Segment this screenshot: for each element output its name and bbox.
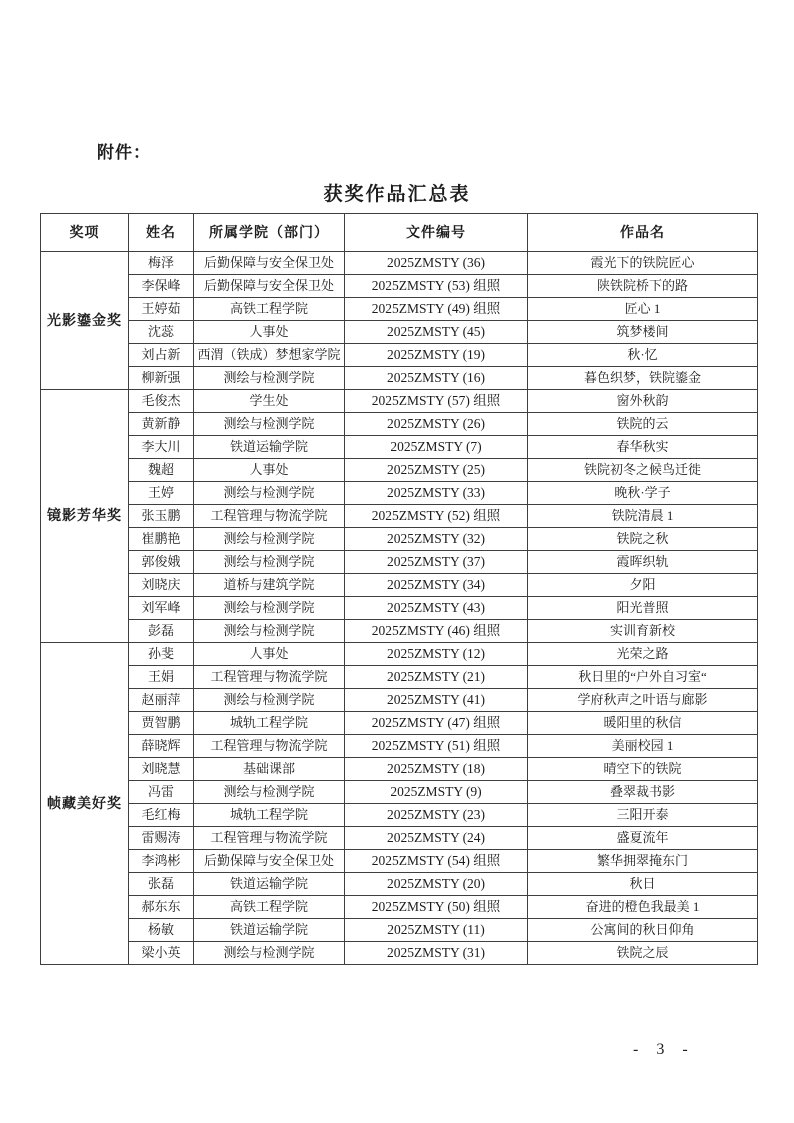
file-number-cell: 2025ZMSTY (45) (345, 321, 528, 344)
department-cell: 西渭（铁成）梦想家学院 (194, 344, 345, 367)
work-name-cell: 三阳开泰 (528, 804, 758, 827)
awards-table (40, 213, 758, 965)
table-row (41, 620, 758, 643)
work-name-cell: 暖阳里的秋信 (528, 712, 758, 735)
table-row (41, 344, 758, 367)
name-cell: 毛红梅 (129, 804, 194, 827)
table-row (41, 597, 758, 620)
work-name-cell: 秋日里的“户外自习室“ (528, 666, 758, 689)
department-cell: 高铁工程学院 (194, 896, 345, 919)
name-cell: 张磊 (129, 873, 194, 896)
name-cell: 杨敏 (129, 919, 194, 942)
table-row (41, 827, 758, 850)
department-cell: 人事处 (194, 643, 345, 666)
work-name-cell: 晚秋·学子 (528, 482, 758, 505)
table-row (41, 551, 758, 574)
department-cell: 铁道运输学院 (194, 436, 345, 459)
file-number-cell: 2025ZMSTY (11) (345, 919, 528, 942)
col-header-work-name: 作品名 (528, 214, 758, 252)
table-row (41, 804, 758, 827)
work-name-cell: 铁院的云 (528, 413, 758, 436)
file-number-cell: 2025ZMSTY (16) (345, 367, 528, 390)
work-name-cell: 盛夏流年 (528, 827, 758, 850)
work-name-cell: 实训育新校 (528, 620, 758, 643)
file-number-cell: 2025ZMSTY (49) 组照 (345, 298, 528, 321)
table-row (41, 367, 758, 390)
table-row (41, 390, 758, 413)
work-name-cell: 繁华拥翠掩东门 (528, 850, 758, 873)
work-name-cell: 陕铁院桥下的路 (528, 275, 758, 298)
award-group-cell: 光影鎏金奖 (41, 252, 129, 390)
table-row (41, 712, 758, 735)
file-number-cell: 2025ZMSTY (43) (345, 597, 528, 620)
name-cell: 毛俊杰 (129, 390, 194, 413)
file-number-cell: 2025ZMSTY (57) 组照 (345, 390, 528, 413)
name-cell: 梅泽 (129, 252, 194, 275)
work-name-cell: 公寓间的秋日仰角 (528, 919, 758, 942)
department-cell: 测绘与检测学院 (194, 367, 345, 390)
file-number-cell: 2025ZMSTY (47) 组照 (345, 712, 528, 735)
table-row (41, 528, 758, 551)
name-cell: 孙斐 (129, 643, 194, 666)
file-number-cell: 2025ZMSTY (19) (345, 344, 528, 367)
work-name-cell: 筑梦楼间 (528, 321, 758, 344)
table-row (41, 482, 758, 505)
work-name-cell: 春华秋实 (528, 436, 758, 459)
attachment-label: 附件： (97, 143, 151, 162)
work-name-cell: 美丽校园 1 (528, 735, 758, 758)
file-number-cell: 2025ZMSTY (51) 组照 (345, 735, 528, 758)
department-cell: 铁道运输学院 (194, 873, 345, 896)
file-number-cell: 2025ZMSTY (9) (345, 781, 528, 804)
table-header-row (41, 214, 758, 252)
work-name-cell: 铁院初冬之候鸟迁徙 (528, 459, 758, 482)
name-cell: 刘晓庆 (129, 574, 194, 597)
work-name-cell: 霞晖织轨 (528, 551, 758, 574)
file-number-cell: 2025ZMSTY (33) (345, 482, 528, 505)
name-cell: 赵丽萍 (129, 689, 194, 712)
table-row (41, 321, 758, 344)
name-cell: 冯雷 (129, 781, 194, 804)
department-cell: 测绘与检测学院 (194, 482, 345, 505)
table-row (41, 850, 758, 873)
work-name-cell: 秋·忆 (528, 344, 758, 367)
name-cell: 王婷茹 (129, 298, 194, 321)
department-cell: 测绘与检测学院 (194, 620, 345, 643)
work-name-cell: 阳光普照 (528, 597, 758, 620)
department-cell: 人事处 (194, 321, 345, 344)
name-cell: 梁小英 (129, 942, 194, 965)
file-number-cell: 2025ZMSTY (41) (345, 689, 528, 712)
col-header-name: 姓名 (129, 214, 194, 252)
file-number-cell: 2025ZMSTY (36) (345, 252, 528, 275)
file-number-cell: 2025ZMSTY (31) (345, 942, 528, 965)
department-cell: 城轨工程学院 (194, 804, 345, 827)
name-cell: 柳新强 (129, 367, 194, 390)
work-name-cell: 晴空下的铁院 (528, 758, 758, 781)
name-cell: 郝东东 (129, 896, 194, 919)
name-cell: 王娟 (129, 666, 194, 689)
file-number-cell: 2025ZMSTY (52) 组照 (345, 505, 528, 528)
department-cell: 道桥与建筑学院 (194, 574, 345, 597)
name-cell: 崔鹏艳 (129, 528, 194, 551)
work-name-cell: 学府秋声之叶语与廊影 (528, 689, 758, 712)
file-number-cell: 2025ZMSTY (53) 组照 (345, 275, 528, 298)
department-cell: 城轨工程学院 (194, 712, 345, 735)
department-cell: 基础课部 (194, 758, 345, 781)
name-cell: 黄新静 (129, 413, 194, 436)
col-header-award: 奖项 (41, 214, 129, 252)
name-cell: 李鸿彬 (129, 850, 194, 873)
table-row (41, 735, 758, 758)
name-cell: 彭磊 (129, 620, 194, 643)
department-cell: 后勤保障与安全保卫处 (194, 850, 345, 873)
department-cell: 铁道运输学院 (194, 919, 345, 942)
name-cell: 张玉鹏 (129, 505, 194, 528)
work-name-cell: 铁院清晨 1 (528, 505, 758, 528)
table-row (41, 505, 758, 528)
table-row (41, 758, 758, 781)
work-name-cell: 铁院之辰 (528, 942, 758, 965)
table-row (41, 896, 758, 919)
table-row (41, 252, 758, 275)
file-number-cell: 2025ZMSTY (21) (345, 666, 528, 689)
table-row (41, 436, 758, 459)
file-number-cell: 2025ZMSTY (54) 组照 (345, 850, 528, 873)
file-number-cell: 2025ZMSTY (23) (345, 804, 528, 827)
department-cell: 测绘与检测学院 (194, 942, 345, 965)
file-number-cell: 2025ZMSTY (25) (345, 459, 528, 482)
file-number-cell: 2025ZMSTY (50) 组照 (345, 896, 528, 919)
work-name-cell: 秋日 (528, 873, 758, 896)
department-cell: 人事处 (194, 459, 345, 482)
work-name-cell: 霞光下的铁院匠心 (528, 252, 758, 275)
page-number: - 3 - (633, 1041, 695, 1058)
work-name-cell: 叠翠裁书影 (528, 781, 758, 804)
award-group-cell: 镜影芳华奖 (41, 390, 129, 643)
file-number-cell: 2025ZMSTY (37) (345, 551, 528, 574)
name-cell: 李保峰 (129, 275, 194, 298)
work-name-cell: 窗外秋韵 (528, 390, 758, 413)
table-row (41, 919, 758, 942)
name-cell: 郭俊娥 (129, 551, 194, 574)
col-header-file-no: 文件编号 (345, 214, 528, 252)
department-cell: 高铁工程学院 (194, 298, 345, 321)
file-number-cell: 2025ZMSTY (20) (345, 873, 528, 896)
name-cell: 李大川 (129, 436, 194, 459)
page-title: 获奖作品汇总表 (323, 184, 471, 205)
name-cell: 刘晓慧 (129, 758, 194, 781)
department-cell: 工程管理与物流学院 (194, 735, 345, 758)
department-cell: 测绘与检测学院 (194, 781, 345, 804)
name-cell: 刘军峰 (129, 597, 194, 620)
table-row (41, 574, 758, 597)
name-cell: 薛晓辉 (129, 735, 194, 758)
award-group-cell: 帧藏美好奖 (41, 643, 129, 965)
name-cell: 王婷 (129, 482, 194, 505)
department-cell: 测绘与检测学院 (194, 413, 345, 436)
work-name-cell: 光荣之路 (528, 643, 758, 666)
name-cell: 沈蕊 (129, 321, 194, 344)
table-row (41, 459, 758, 482)
file-number-cell: 2025ZMSTY (32) (345, 528, 528, 551)
department-cell: 测绘与检测学院 (194, 528, 345, 551)
name-cell: 刘占新 (129, 344, 194, 367)
work-name-cell: 铁院之秋 (528, 528, 758, 551)
department-cell: 测绘与检测学院 (194, 597, 345, 620)
work-name-cell: 匠心 1 (528, 298, 758, 321)
file-number-cell: 2025ZMSTY (12) (345, 643, 528, 666)
table-row (41, 298, 758, 321)
table-row (41, 643, 758, 666)
col-header-department: 所属学院（部门） (194, 214, 345, 252)
department-cell: 工程管理与物流学院 (194, 827, 345, 850)
department-cell: 后勤保障与安全保卫处 (194, 252, 345, 275)
file-number-cell: 2025ZMSTY (34) (345, 574, 528, 597)
department-cell: 测绘与检测学院 (194, 551, 345, 574)
file-number-cell: 2025ZMSTY (18) (345, 758, 528, 781)
file-number-cell: 2025ZMSTY (24) (345, 827, 528, 850)
file-number-cell: 2025ZMSTY (26) (345, 413, 528, 436)
work-name-cell: 奋进的橙色我最美 1 (528, 896, 758, 919)
department-cell: 工程管理与物流学院 (194, 666, 345, 689)
name-cell: 雷赐涛 (129, 827, 194, 850)
table-row (41, 275, 758, 298)
file-number-cell: 2025ZMSTY (46) 组照 (345, 620, 528, 643)
awards-table-body (41, 252, 758, 965)
name-cell: 魏超 (129, 459, 194, 482)
file-number-cell: 2025ZMSTY (7) (345, 436, 528, 459)
department-cell: 学生处 (194, 390, 345, 413)
table-row (41, 666, 758, 689)
table-row (41, 873, 758, 896)
table-row (41, 413, 758, 436)
department-cell: 工程管理与物流学院 (194, 505, 345, 528)
table-row (41, 689, 758, 712)
table-row (41, 781, 758, 804)
table-row (41, 942, 758, 965)
department-cell: 后勤保障与安全保卫处 (194, 275, 345, 298)
work-name-cell: 暮色织梦，铁院鎏金 (528, 367, 758, 390)
department-cell: 测绘与检测学院 (194, 689, 345, 712)
work-name-cell: 夕阳 (528, 574, 758, 597)
name-cell: 贾智鹏 (129, 712, 194, 735)
